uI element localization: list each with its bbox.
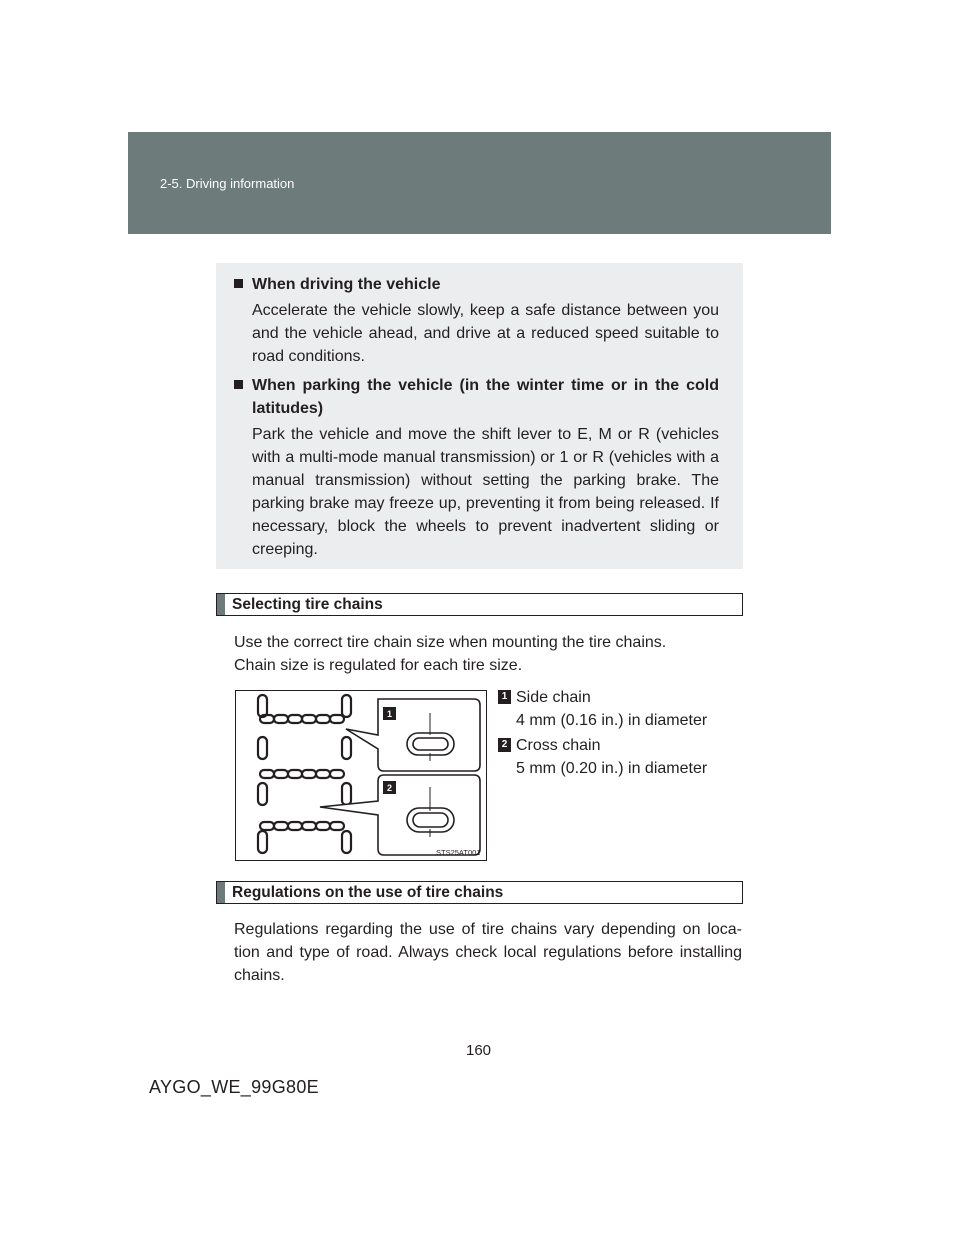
callout-side-chain [498,686,748,732]
svg-text:2: 2 [386,783,393,793]
figure-code: STS25AT001 [436,848,481,857]
note-body: Park the vehicle and move the shift lever to E, M or R (vehicles with a multi-mode manual transmission) or 1 or R (vehicles with a manual transmission) without setting the parking brake. The parking brake may freeze up, preventing it from being released. If necessary, block the wheels to prevent inadvertent sliding or creeping. [252,426,719,558]
square-bullet-icon [234,380,243,389]
heading-accent [217,594,225,615]
svg-text:1: 1 [386,709,393,719]
figure-callouts [498,686,748,782]
page-number: 160 [466,1042,492,1059]
callout-detail: 5 mm (0.20 in.) in diameter [516,760,708,777]
callout-badge: 1 [498,690,511,704]
notes-box [216,263,743,569]
section-title: Regulations on the use of tire chains [232,884,504,901]
section-heading-selecting [216,593,743,616]
note-parking [234,374,719,561]
callout-cross-chain [498,734,748,780]
note-heading: When parking the vehicle (in the winter time or in the cold latitudes) [234,374,719,420]
callout-detail: 4 mm (0.16 in.) in diameter [516,712,708,729]
callout-badge: 2 [498,738,511,752]
callout-title: Cross chain [516,737,601,754]
header-band [128,132,831,234]
section-heading-regulations [216,881,743,904]
callout-title: Side chain [516,689,591,706]
section-breadcrumb: 2-5. Driving information [160,176,295,191]
section2-body: Regulations regarding the use of tire chains vary depending on loca-tion and type of road. Always check local regulations before installing chains. [234,921,742,984]
note-body: Accelerate the vehicle slowly, keep a safe distance between you and the vehicle ahead, and drive at a reduced speed suitable to road conditions. [252,302,719,365]
tire-chain-illustration [236,691,486,860]
tire-chain-figure [235,690,487,861]
section-title: Selecting tire chains [232,596,383,613]
note-heading: When driving the vehicle [234,273,719,296]
note-driving [234,273,719,368]
document-code: AYGO_WE_99G80E [149,1077,319,1097]
heading-accent [217,882,225,903]
section1-line2: Chain size is regulated for each tire size. [234,657,523,674]
square-bullet-icon [234,279,243,288]
section1-line1: Use the correct tire chain size when mounting the tire chains. [234,634,667,651]
